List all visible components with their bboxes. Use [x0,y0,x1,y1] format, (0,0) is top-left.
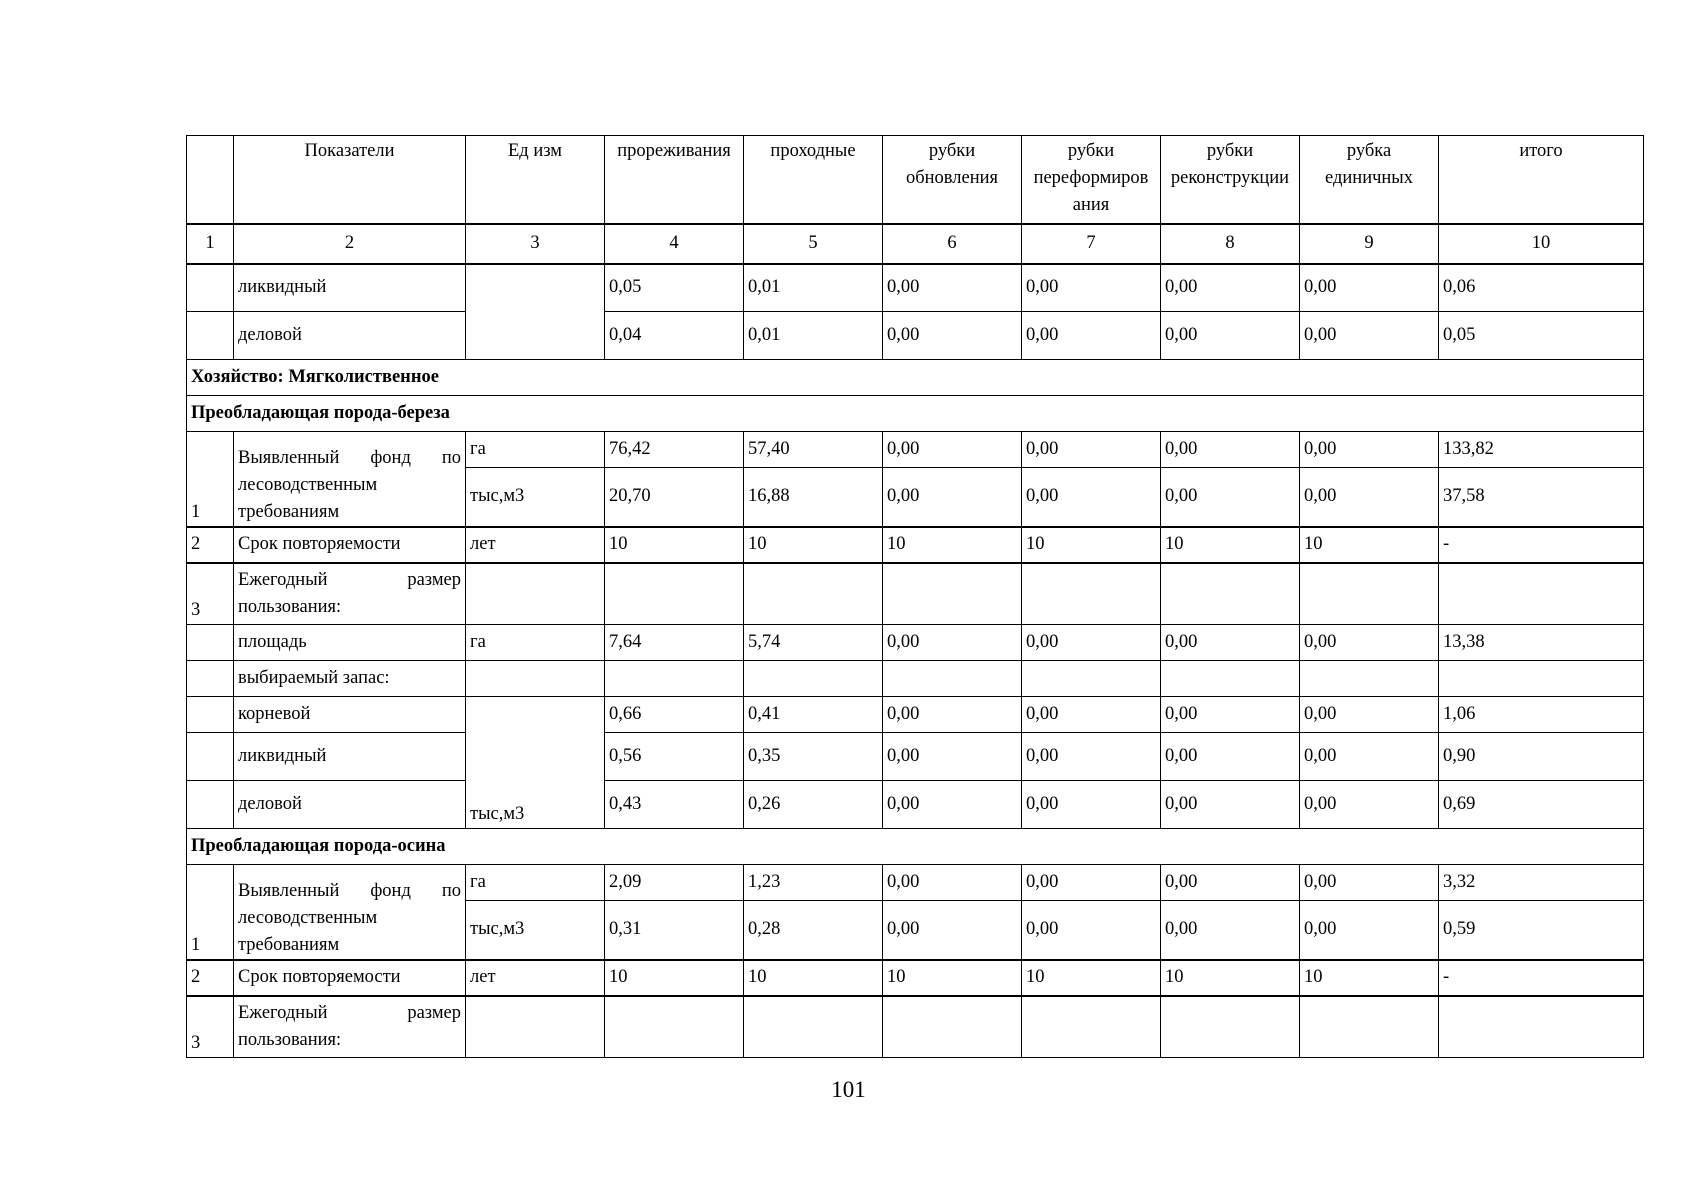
column-number: 9 [1300,224,1439,264]
empty-cell [466,996,605,1058]
row-number: 3 [187,996,234,1058]
label-rest: пользования: [238,1029,342,1050]
unit-cell: га [466,865,605,901]
value-cell: 0,00 [883,865,1022,901]
label-word: размер [407,569,461,590]
row-number: 3 [187,563,234,625]
label-line [238,567,461,594]
empty-cell [883,661,1022,697]
value-cell: 0,00 [1300,733,1439,781]
group-title: Преобладающая порода-осина [187,829,1644,865]
value-cell: 0,00 [1161,733,1300,781]
value-cell: 57,40 [744,432,883,468]
column-number: 10 [1439,224,1644,264]
unit-cell: лет [466,960,605,996]
table-row [187,432,1644,468]
empty-cell [187,661,234,697]
value-cell: 0,00 [1161,865,1300,901]
label-rest: лесоводственным требованиям [238,474,378,522]
value-cell: 76,42 [605,432,744,468]
value-cell: 0,00 [1022,781,1161,829]
unit-cell: тыс,м3 [466,901,605,960]
column-number: 3 [466,224,605,264]
table-row [187,527,1644,563]
empty-cell [187,733,234,781]
table-row [187,996,1644,1058]
value-cell: 10 [744,527,883,563]
label-word: размер [407,1002,461,1023]
label-word: Ежегодный [238,1002,328,1023]
value-cell: 0,00 [883,697,1022,733]
value-cell: 0,00 [1300,468,1439,527]
label-rest: пользования: [238,596,342,617]
value-cell: 10 [1161,527,1300,563]
column-number: 1 [187,224,234,264]
value-cell: 0,28 [744,901,883,960]
empty-cell [1300,996,1439,1058]
value-cell: 0,01 [744,312,883,360]
value-cell: 10 [883,527,1022,563]
value-cell: 0,00 [1161,901,1300,960]
row-label: деловой [234,312,466,360]
value-cell: 133,82 [1439,432,1644,468]
table-body [187,136,1644,1058]
column-header: итого [1439,136,1644,224]
label-word: Выявленный [238,447,340,468]
section-row [187,829,1644,865]
value-cell: 0,00 [1300,312,1439,360]
row-label: деловой [234,781,466,829]
empty-cell [187,781,234,829]
label-word: Выявленный [238,880,340,901]
empty-cell [466,661,605,697]
value-cell: 13,38 [1439,625,1644,661]
row-number: 2 [187,960,234,996]
row-label [234,563,466,625]
column-number: 8 [1161,224,1300,264]
value-cell: 0,56 [605,733,744,781]
empty-cell [883,996,1022,1058]
column-header: рубки переформиров ания [1022,136,1161,224]
value-cell: 0,00 [883,625,1022,661]
label-rest: лесоводственным требованиям [238,907,378,955]
value-cell: 0,00 [1022,468,1161,527]
table-row [187,697,1644,733]
empty-cell [744,563,883,625]
table-row [187,312,1644,360]
value-cell: 20,70 [605,468,744,527]
column-number: 6 [883,224,1022,264]
table-row [187,661,1644,697]
table-row [187,733,1644,781]
value-cell: 0,41 [744,697,883,733]
row-label [234,865,466,960]
row-number: 1 [187,432,234,527]
empty-cell [1022,996,1161,1058]
value-cell: 37,58 [1439,468,1644,527]
empty-cell [1161,996,1300,1058]
row-label: корневой [234,697,466,733]
household-title: Хозяйство: Мягколиственное [187,360,1644,396]
unit-cell: лет [466,527,605,563]
empty-cell [744,661,883,697]
empty-cell [605,661,744,697]
value-cell: 0,04 [605,312,744,360]
value-cell: 10 [1161,960,1300,996]
value-cell: 0,00 [883,264,1022,312]
row-label: Срок повторяемости [234,527,466,563]
value-cell: 10 [605,960,744,996]
label-word: фонд [370,447,411,468]
column-number: 2 [234,224,466,264]
value-cell: 0,00 [1300,697,1439,733]
column-number: 4 [605,224,744,264]
value-cell: 0,05 [605,264,744,312]
value-cell: 0,69 [1439,781,1644,829]
section-row [187,396,1644,432]
value-cell: 0,90 [1439,733,1644,781]
column-header: рубки обновления [883,136,1022,224]
value-cell: 3,32 [1439,865,1644,901]
value-cell: 0,00 [1300,432,1439,468]
label-line [238,1000,461,1027]
row-label [234,432,466,527]
empty-cell [744,996,883,1058]
empty-cell [187,625,234,661]
value-cell: 0,43 [605,781,744,829]
value-cell: 10 [1300,527,1439,563]
value-cell: 1,06 [1439,697,1644,733]
group-title: Преобладающая порода-береза [187,396,1644,432]
row-label: Срок повторяемости [234,960,466,996]
row-label: площадь [234,625,466,661]
value-cell: 10 [1022,527,1161,563]
label-word: Ежегодный [238,569,328,590]
row-number: 2 [187,527,234,563]
table-row [187,865,1644,901]
value-cell: 0,00 [1022,264,1161,312]
empty-cell [1439,661,1644,697]
value-cell: 0,00 [1161,697,1300,733]
label-line [238,445,461,472]
table-row [187,625,1644,661]
row-label: ликвидный [234,264,466,312]
table-row [187,960,1644,996]
value-cell: 0,00 [883,733,1022,781]
page-number: 101 [831,1077,866,1102]
value-cell: 0,59 [1439,901,1644,960]
table-row [187,264,1644,312]
value-cell: 10 [1022,960,1161,996]
value-cell: - [1439,527,1644,563]
column-header: Показатели [234,136,466,224]
row-number: 1 [187,865,234,960]
value-cell: 0,66 [605,697,744,733]
empty-cell [1161,563,1300,625]
column-header: Ед изм [466,136,605,224]
value-cell: 0,05 [1439,312,1644,360]
label-word: по [441,880,461,901]
value-cell: 0,00 [883,468,1022,527]
empty-cell [187,697,234,733]
empty-cell [187,264,234,312]
value-cell: 10 [1300,960,1439,996]
value-cell: 0,00 [1300,781,1439,829]
column-header: рубки реконструкции [1161,136,1300,224]
table-row [187,563,1644,625]
unit-cell: га [466,432,605,468]
value-cell: 0,00 [1161,781,1300,829]
column-header: прореживания [605,136,744,224]
value-cell: 0,00 [1022,901,1161,960]
column-header: рубка единичных [1300,136,1439,224]
value-cell: 0,00 [883,432,1022,468]
empty-cell [1439,563,1644,625]
value-cell: 0,06 [1439,264,1644,312]
column-header [187,136,234,224]
empty-cell [187,312,234,360]
value-cell: 10 [744,960,883,996]
label-line [238,878,461,905]
row-label: выбираемый запас: [234,661,466,697]
value-cell: 5,74 [744,625,883,661]
value-cell: 0,00 [1022,625,1161,661]
value-cell: 0,00 [1161,468,1300,527]
column-number-row [187,224,1644,264]
value-cell: 0,00 [883,901,1022,960]
value-cell: 0,26 [744,781,883,829]
label-word: по [441,447,461,468]
value-cell: 10 [605,527,744,563]
value-cell: 0,00 [883,781,1022,829]
value-cell: 16,88 [744,468,883,527]
value-cell: 0,00 [883,312,1022,360]
table-row [187,781,1644,829]
value-cell: 0,00 [1022,432,1161,468]
empty-cell [1300,661,1439,697]
value-cell: 2,09 [605,865,744,901]
value-cell: 0,00 [1022,733,1161,781]
empty-cell [883,563,1022,625]
value-cell: 0,00 [1300,865,1439,901]
empty-cell [605,996,744,1058]
value-cell: 0,00 [1161,312,1300,360]
header-row [187,136,1644,224]
row-label [234,996,466,1058]
value-cell: 0,31 [605,901,744,960]
empty-cell [466,563,605,625]
value-cell: 1,23 [744,865,883,901]
unit-cell: га [466,625,605,661]
empty-cell [1022,563,1161,625]
unit-cell [466,264,605,360]
value-cell: 0,00 [1022,697,1161,733]
value-cell: 0,00 [1161,625,1300,661]
value-cell: 0,00 [1300,264,1439,312]
row-label: ликвидный [234,733,466,781]
value-cell: 0,00 [1022,865,1161,901]
forest-use-table [186,135,1644,1058]
empty-cell [1161,661,1300,697]
empty-cell [605,563,744,625]
value-cell: 0,35 [744,733,883,781]
empty-cell [1300,563,1439,625]
value-cell: 0,00 [1161,432,1300,468]
column-number: 7 [1022,224,1161,264]
column-header: проходные [744,136,883,224]
label-word: фонд [370,880,411,901]
empty-cell [1022,661,1161,697]
unit-cell: тыс,м3 [466,468,605,527]
value-cell: 0,00 [1022,312,1161,360]
section-row [187,360,1644,396]
value-cell: 0,00 [1300,901,1439,960]
value-cell: 0,00 [1161,264,1300,312]
value-cell: 10 [883,960,1022,996]
empty-cell [1439,996,1644,1058]
column-number: 5 [744,224,883,264]
value-cell: 0,00 [1300,625,1439,661]
value-cell: - [1439,960,1644,996]
value-cell: 7,64 [605,625,744,661]
value-cell: 0,01 [744,264,883,312]
unit-cell: тыс,м3 [466,697,605,829]
